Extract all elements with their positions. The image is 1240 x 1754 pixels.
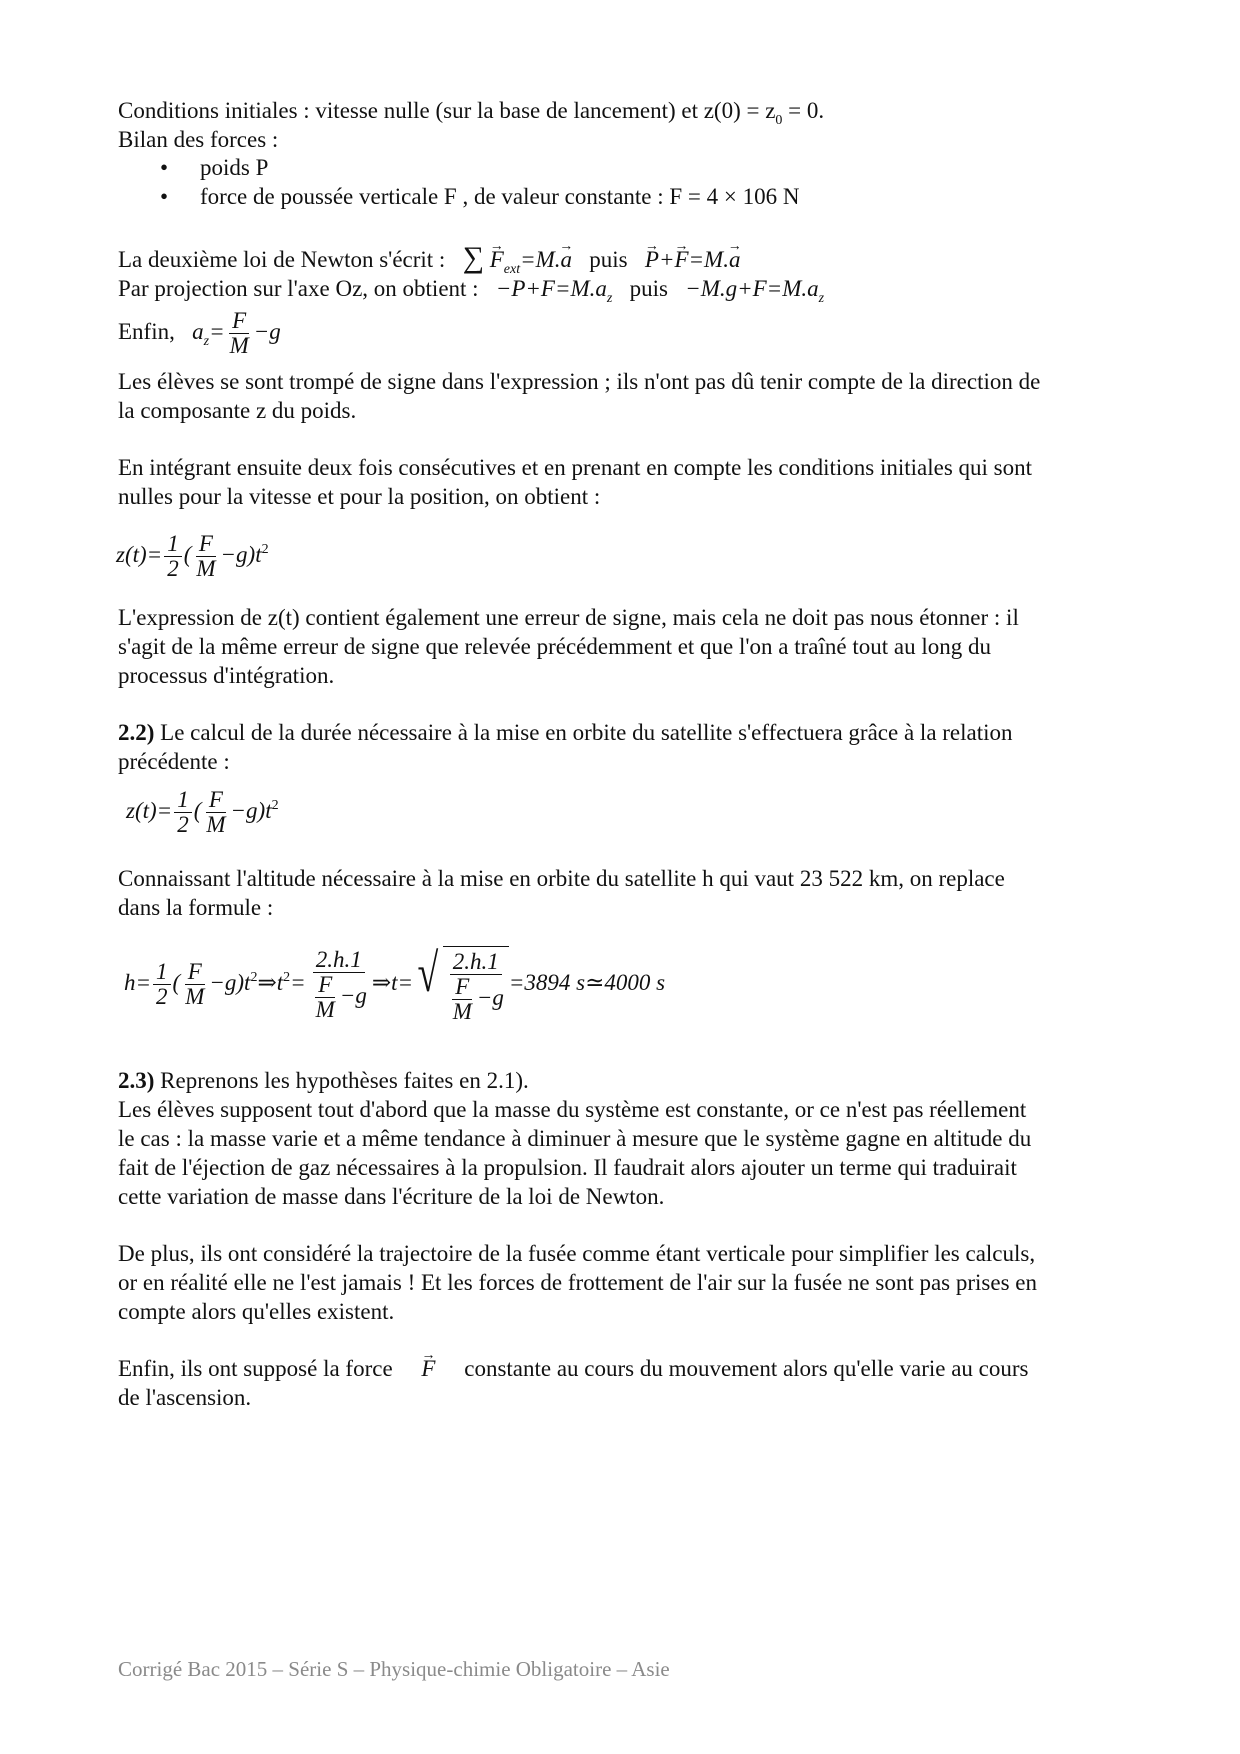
projection-line: Par projection sur l'axe Oz, on obtient : $-P+F=M.a_z$ puis $-M.g+F=M.a_z$ [118, 276, 825, 306]
altitude-line-2: dans la formule : [118, 895, 274, 920]
force-note-1: Enfin, ils ont supposé la force → F constante au cours du mouvement alors qu'elle varie au cours [118, 1354, 1029, 1383]
error-note-2: la composante z du poids. [118, 398, 357, 423]
altitude-line-1: Connaissant l'altitude nécessaire à la mise en orbite du satellite h qui vaut 23 522 km, on replace [118, 866, 1005, 891]
time-equation: h= $\frac{1}{2}$ ( $\frac{F}{M}$ $-g)t^2\Rightarrow t^2=$ 2.h.1 $\frac{F}{M}$ −g ⇒t= √ 2.h.1 $\frac{F}{M}$ −g =3894 s≃4000 s [124, 942, 666, 1024]
projection-equation-2: $-M.g+F=M.a_z$ [685, 276, 825, 306]
section-2-2-cont: précédente : [118, 749, 230, 774]
page-footer: Corrigé Bac 2015 – Série S – Physique-chimie Obligatoire – Asie [118, 1657, 670, 1681]
trajectory-note-2: or en réalité elle ne l'est jamais ! Et les forces de frottement de l'air sur la fusée ne sont pas prises en [118, 1270, 1038, 1295]
section-2-3: 2.3) Reprenons les hypothèses faites en 2.1). [118, 1068, 529, 1093]
mass-note-3: fait de l'éjection de gaz nécessaires à la propulsion. Il faudrait alors ajouter un terme qui traduirait [118, 1155, 1017, 1180]
sign-note-1: L'expression de z(t) contient également une erreur de signe, mais cela ne doit pas nous étonner : il [118, 605, 1019, 630]
forces-heading: Bilan des forces : [118, 127, 279, 152]
vector-equation: → P+→ F=M.→ a [645, 247, 741, 272]
force-note-2: de l'ascension. [118, 1385, 252, 1410]
newton-law: La deuxième loi de Newton s'écrit : ∑ → $F_{ext}=M.\to a$ puis → P+→ F=M.→ a [118, 243, 740, 284]
trajectory-note-3: compte alors qu'elles existent. [118, 1299, 395, 1324]
bullet-weight: • poids P [160, 155, 269, 180]
position-equation-2: z(t)= $\frac{1}{2}$ ( $\frac{F}{M}$ $-g)t^2$ [126, 787, 279, 838]
force-vector: → F [421, 1354, 435, 1383]
newton-equation: ∑ → $F_{ext}=M.\to a$ [451, 247, 572, 272]
position-equation: z(t)= $\frac{1}{2}$ ( $\frac{F}{M}$ $-g)t^2$ [116, 531, 269, 582]
sign-note-2: s'agit de la même erreur de signe que relevée précédemment et que l'on a traîné tout au long du [118, 634, 991, 659]
trajectory-note-1: De plus, ils ont considéré la trajectoire de la fusée comme étant verticale pour simplifier les calculs, [118, 1241, 1036, 1266]
integration-1: En intégrant ensuite deux fois consécutives et en prenant en compte les conditions initiales qui sont [118, 455, 1033, 480]
mass-note-4: cette variation de masse dans l'écriture de la loi de Newton. [118, 1184, 665, 1209]
error-note-1: Les élèves se sont trompé de signe dans l'expression ; ils n'ont pas dû tenir compte de la direction de [118, 369, 1041, 394]
mass-note-1: Les élèves supposent tout d'abord que la masse du système est constante, or ce n'est pas réellement [118, 1097, 1027, 1122]
projection-equation: $-P+F=M.a_z$ [484, 276, 613, 306]
mass-note-2: le cas : la masse varie et a même tendance à diminuer à mesure que le système gagne en altitude du [118, 1126, 1032, 1151]
acceleration-line: Enfin, $a_z=$ $\frac{F}{M}$ −g [118, 308, 281, 359]
initial-conditions: Conditions initiales : vitesse nulle (sur la base de lancement) et $z(0) = z_0 = 0$. [118, 98, 825, 128]
bullet-thrust: • force de poussée verticale F , de valeur constante : F = 4 × 106 N [160, 184, 800, 209]
acceleration-equation: $a_z=$ $\frac{F}{M}$ −g [180, 308, 281, 359]
section-2-2: 2.2) Le calcul de la durée nécessaire à la mise en orbite du satellite s'effectuera grâce à la relation [118, 720, 1013, 745]
sign-note-3: processus d'intégration. [118, 663, 335, 688]
integration-2: nulles pour la vitesse et pour la position, on obtient : [118, 484, 601, 509]
